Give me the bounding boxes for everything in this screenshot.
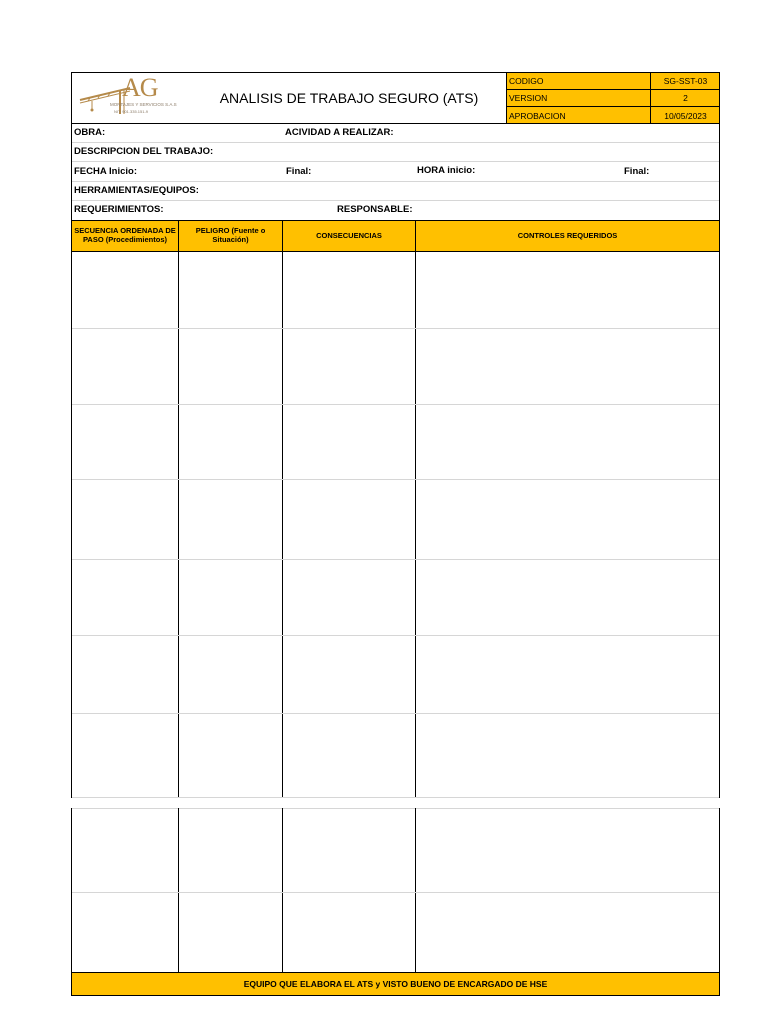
form-title: ANALISIS DE TRABAJO SEGURO (ATS) <box>219 90 479 106</box>
table-row <box>72 892 719 893</box>
steps-table-continued <box>71 808 720 972</box>
column-header-peligro: PELIGRO (Fuente o Situación) <box>195 226 266 244</box>
hora-inicio-label: HORA inicio: <box>417 165 476 176</box>
obra-label: OBRA: <box>74 127 106 138</box>
column-header-controles: CONTROLES REQUERIDOS <box>517 230 618 240</box>
table-row <box>72 713 719 714</box>
table-row <box>72 404 719 405</box>
column-header-secuencia: SECUENCIA ORDENADA DE PASO (Procedimientos) <box>74 226 176 244</box>
logo-subtitle: MONTAJES Y SERVICIOS S.A.S <box>110 102 177 107</box>
approval-label: APROBACION <box>509 110 566 121</box>
table-row <box>72 328 719 329</box>
hora-final-label: Final: <box>624 166 650 177</box>
company-logo <box>78 73 192 120</box>
actividad-label: ACIVIDAD A REALIZAR: <box>285 127 394 138</box>
table-row <box>72 559 719 560</box>
column-header-consecuencias: CONSECUENCIAS <box>316 230 382 240</box>
table-row <box>72 479 719 480</box>
version-label: VERSION <box>509 93 548 103</box>
herramientas-label: HERRAMIENTAS/EQUIPOS: <box>74 185 199 196</box>
logo-letters: AG <box>122 73 158 102</box>
logo-nit: NIT: 901.335.151-9 <box>114 109 149 114</box>
requerimientos-label: REQUERIMIENTOS: <box>74 204 164 215</box>
code-value: SG-SST-03 <box>663 76 708 86</box>
fecha-inicio-label: FECHA Inicio: <box>74 166 137 177</box>
hse-footer: EQUIPO QUE ELABORA EL ATS y VISTO BUENO DE ENCARGADO DE HSE <box>71 972 720 996</box>
steps-table-main <box>71 220 720 798</box>
fecha-final-label: Final: <box>286 166 312 177</box>
responsable-label: RESPONSABLE: <box>337 204 413 215</box>
version-value: 2 <box>683 93 688 103</box>
code-label: CODIGO <box>509 76 544 86</box>
descripcion-label: DESCRIPCION DEL TRABAJO: <box>74 146 214 157</box>
approval-value: 10/05/2023 <box>664 110 707 121</box>
table-row <box>72 635 719 636</box>
